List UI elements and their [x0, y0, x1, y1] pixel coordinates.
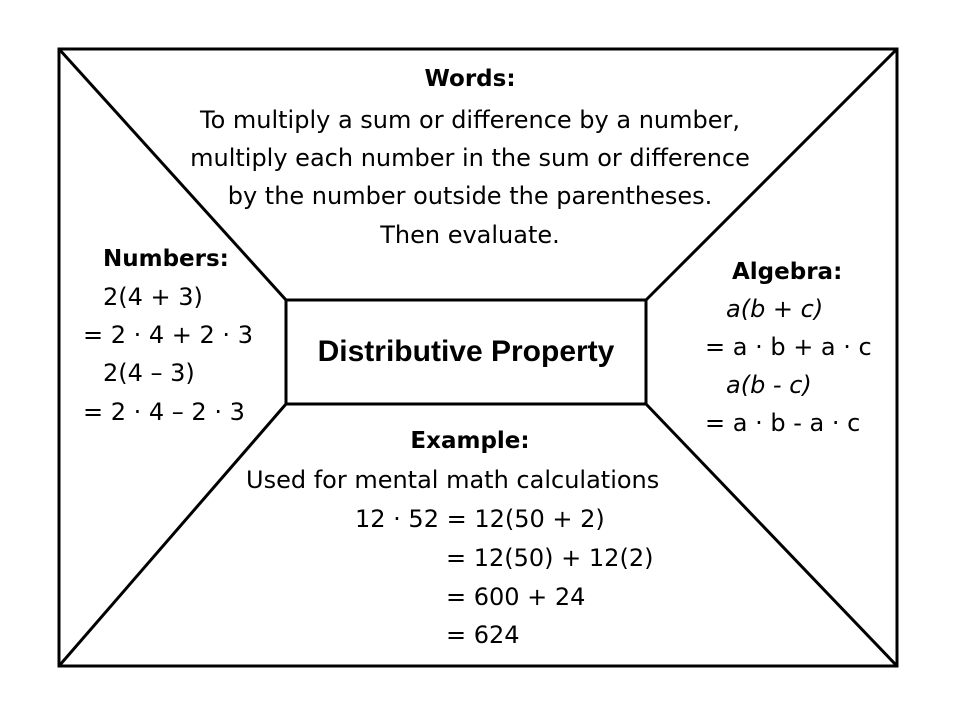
words-line-3: by the number outside the parentheses. [227, 182, 713, 210]
example-heading: Example: [410, 428, 530, 454]
center-title: Distributive Property [317, 335, 615, 368]
diagonal-bottom-left [59, 404, 286, 666]
algebra-line-1: a(b + c) [726, 295, 824, 323]
words-heading: Words: [424, 66, 516, 92]
example-line-3: = 600 + 24 [446, 583, 586, 611]
algebra-heading: Algebra: [732, 259, 843, 285]
example-line-4: = 624 [446, 621, 520, 649]
words-line-4: Then evaluate. [380, 221, 560, 249]
numbers-line-2: = 2 · 4 + 2 · 3 [83, 321, 253, 349]
numbers-heading: Numbers: [103, 246, 229, 272]
algebra-line-4: = a · b - a · c [705, 409, 861, 437]
numbers-line-1: 2(4 + 3) [103, 283, 203, 311]
example-line-2: = 12(50) + 12(2) [446, 544, 654, 572]
algebra-line-2: = a · b + a · c [705, 333, 872, 361]
words-line-2: multiply each number in the sum or difference [190, 144, 750, 172]
numbers-line-4: = 2 · 4 – 2 · 3 [83, 398, 245, 426]
example-intro: Used for mental math calculations [246, 466, 660, 494]
diagonal-bottom-right [646, 404, 897, 666]
numbers-line-3: 2(4 – 3) [103, 359, 195, 387]
example-line-1: 12 · 52 = 12(50 + 2) [355, 505, 605, 533]
words-line-1: To multiply a sum or difference by a number, [199, 106, 740, 134]
algebra-line-3: a(b - c) [726, 371, 812, 399]
